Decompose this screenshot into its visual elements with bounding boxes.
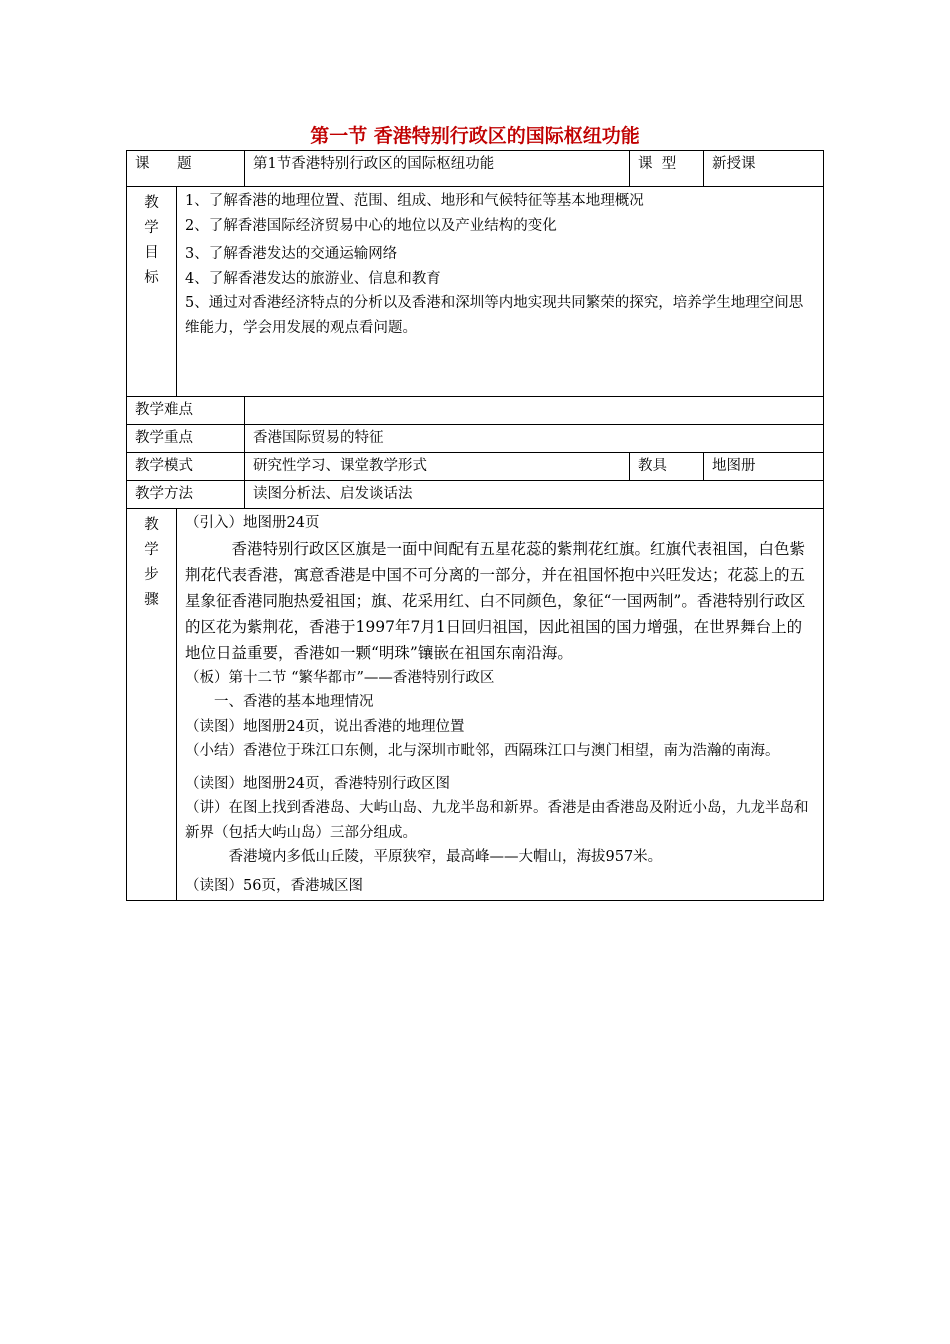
lesson-plan-table — [126, 150, 824, 901]
steps-label-char: 步 — [144, 567, 159, 583]
row-mode — [127, 453, 824, 481]
goal-item: 4、了解香港发达的旅游业、信息和教育 — [185, 270, 441, 287]
key-point-label: 教学重点 — [127, 425, 245, 453]
lesson-type-label: 课 型 — [630, 151, 704, 187]
steps-label-char: 骤 — [144, 592, 159, 608]
mode-value: 研究性学习、课堂教学形式 — [245, 453, 630, 481]
difficulty-value — [245, 397, 824, 425]
lesson-type-value: 新授课 — [704, 151, 824, 187]
goals-label — [127, 187, 177, 397]
goals-label-char: 学 — [144, 220, 159, 236]
steps-label — [127, 509, 177, 901]
goal-item: 5、通过对香港经济特点的分析以及香港和深圳等内地实现共同繁荣的探究，培养学生地理空间思维能力，学会用发展的观点看问题。 — [185, 295, 804, 336]
topic-value: 第1节香港特别行政区的国际枢纽功能 — [245, 151, 630, 187]
method-label: 教学方法 — [127, 481, 245, 509]
step-heading: 一、香港的基本地理情况 — [214, 694, 374, 710]
goal-item: 3、了解香港发达的交通运输网络 — [185, 246, 398, 262]
method-value: 读图分析法、启发谈话法 — [245, 481, 824, 509]
tool-value: 地图册 — [704, 453, 824, 481]
step-line: （读图）地图册24页，说出香港的地理位置 — [185, 718, 465, 735]
step-paragraph: 香港特别行政区区旗是一面中间配有五星花蕊的紫荆花红旗。红旗代表祖国，白色紫荆花代表香港，寓意香港是中国不可分离的一部分，并在祖国怀抱中兴旺发达；花蕊上的五星象征香港同胞热爱祖国；旗、花采用红、白不同颜色，象征“一国两制”。香港特别行政区的区花为紫荆花，香港于1997年7月1日回归祖国，因此祖国的国力增强，在世界舞台上的地位日益重要，香港如一颗“明珠”镶嵌在祖国东南沿海。 — [185, 539, 806, 662]
step-line: （板）第十二节 “繁华都市”——香港特别行政区 — [185, 669, 495, 686]
mode-label: 教学模式 — [127, 453, 245, 481]
row-steps — [127, 509, 824, 901]
row-key-point — [127, 425, 824, 453]
step-line: （小结）香港位于珠江口东侧，北与深圳市毗邻，西隔珠江口与澳门相望，南为浩瀚的南海。 — [185, 743, 780, 759]
goals-label-char: 标 — [144, 270, 159, 286]
goals-label-char: 教 — [144, 195, 159, 211]
row-goals — [127, 187, 824, 397]
goals-label-char: 目 — [144, 245, 159, 261]
steps-label-char: 学 — [144, 542, 159, 558]
row-difficulty — [127, 397, 824, 425]
step-line: （引入）地图册24页 — [185, 515, 320, 531]
step-line: （读图）地图册24页，香港特别行政区图 — [185, 775, 450, 792]
steps-label-char: 教 — [144, 517, 159, 533]
goals-content — [177, 187, 824, 397]
goal-item: 1、了解香港的地理位置、范围、组成、地形和气候特征等基本地理概况 — [185, 193, 644, 209]
step-line: （读图）56页，香港城区图 — [185, 877, 363, 894]
row-topic — [127, 151, 824, 187]
step-line: 香港境内多低山丘陵，平原狭窄，最高峰——大帽山，海拔957米。 — [228, 849, 663, 865]
step-line: （讲）在图上找到香港岛、大屿山岛、九龙半岛和新界。香港是由香港岛及附近小岛，九龙半岛和新界（包括大屿山岛）三部分组成。 — [185, 800, 809, 841]
key-point-value: 香港国际贸易的特征 — [245, 425, 824, 453]
row-method — [127, 481, 824, 509]
topic-label: 课 题 — [127, 151, 245, 187]
goal-item: 2、了解香港国际经济贸易中心的地位以及产业结构的变化 — [185, 217, 557, 234]
steps-content — [177, 509, 824, 901]
difficulty-label: 教学难点 — [127, 397, 245, 425]
document-title: 第一节 香港特别行政区的国际枢纽功能 — [310, 125, 640, 147]
tool-label: 教具 — [630, 453, 704, 481]
